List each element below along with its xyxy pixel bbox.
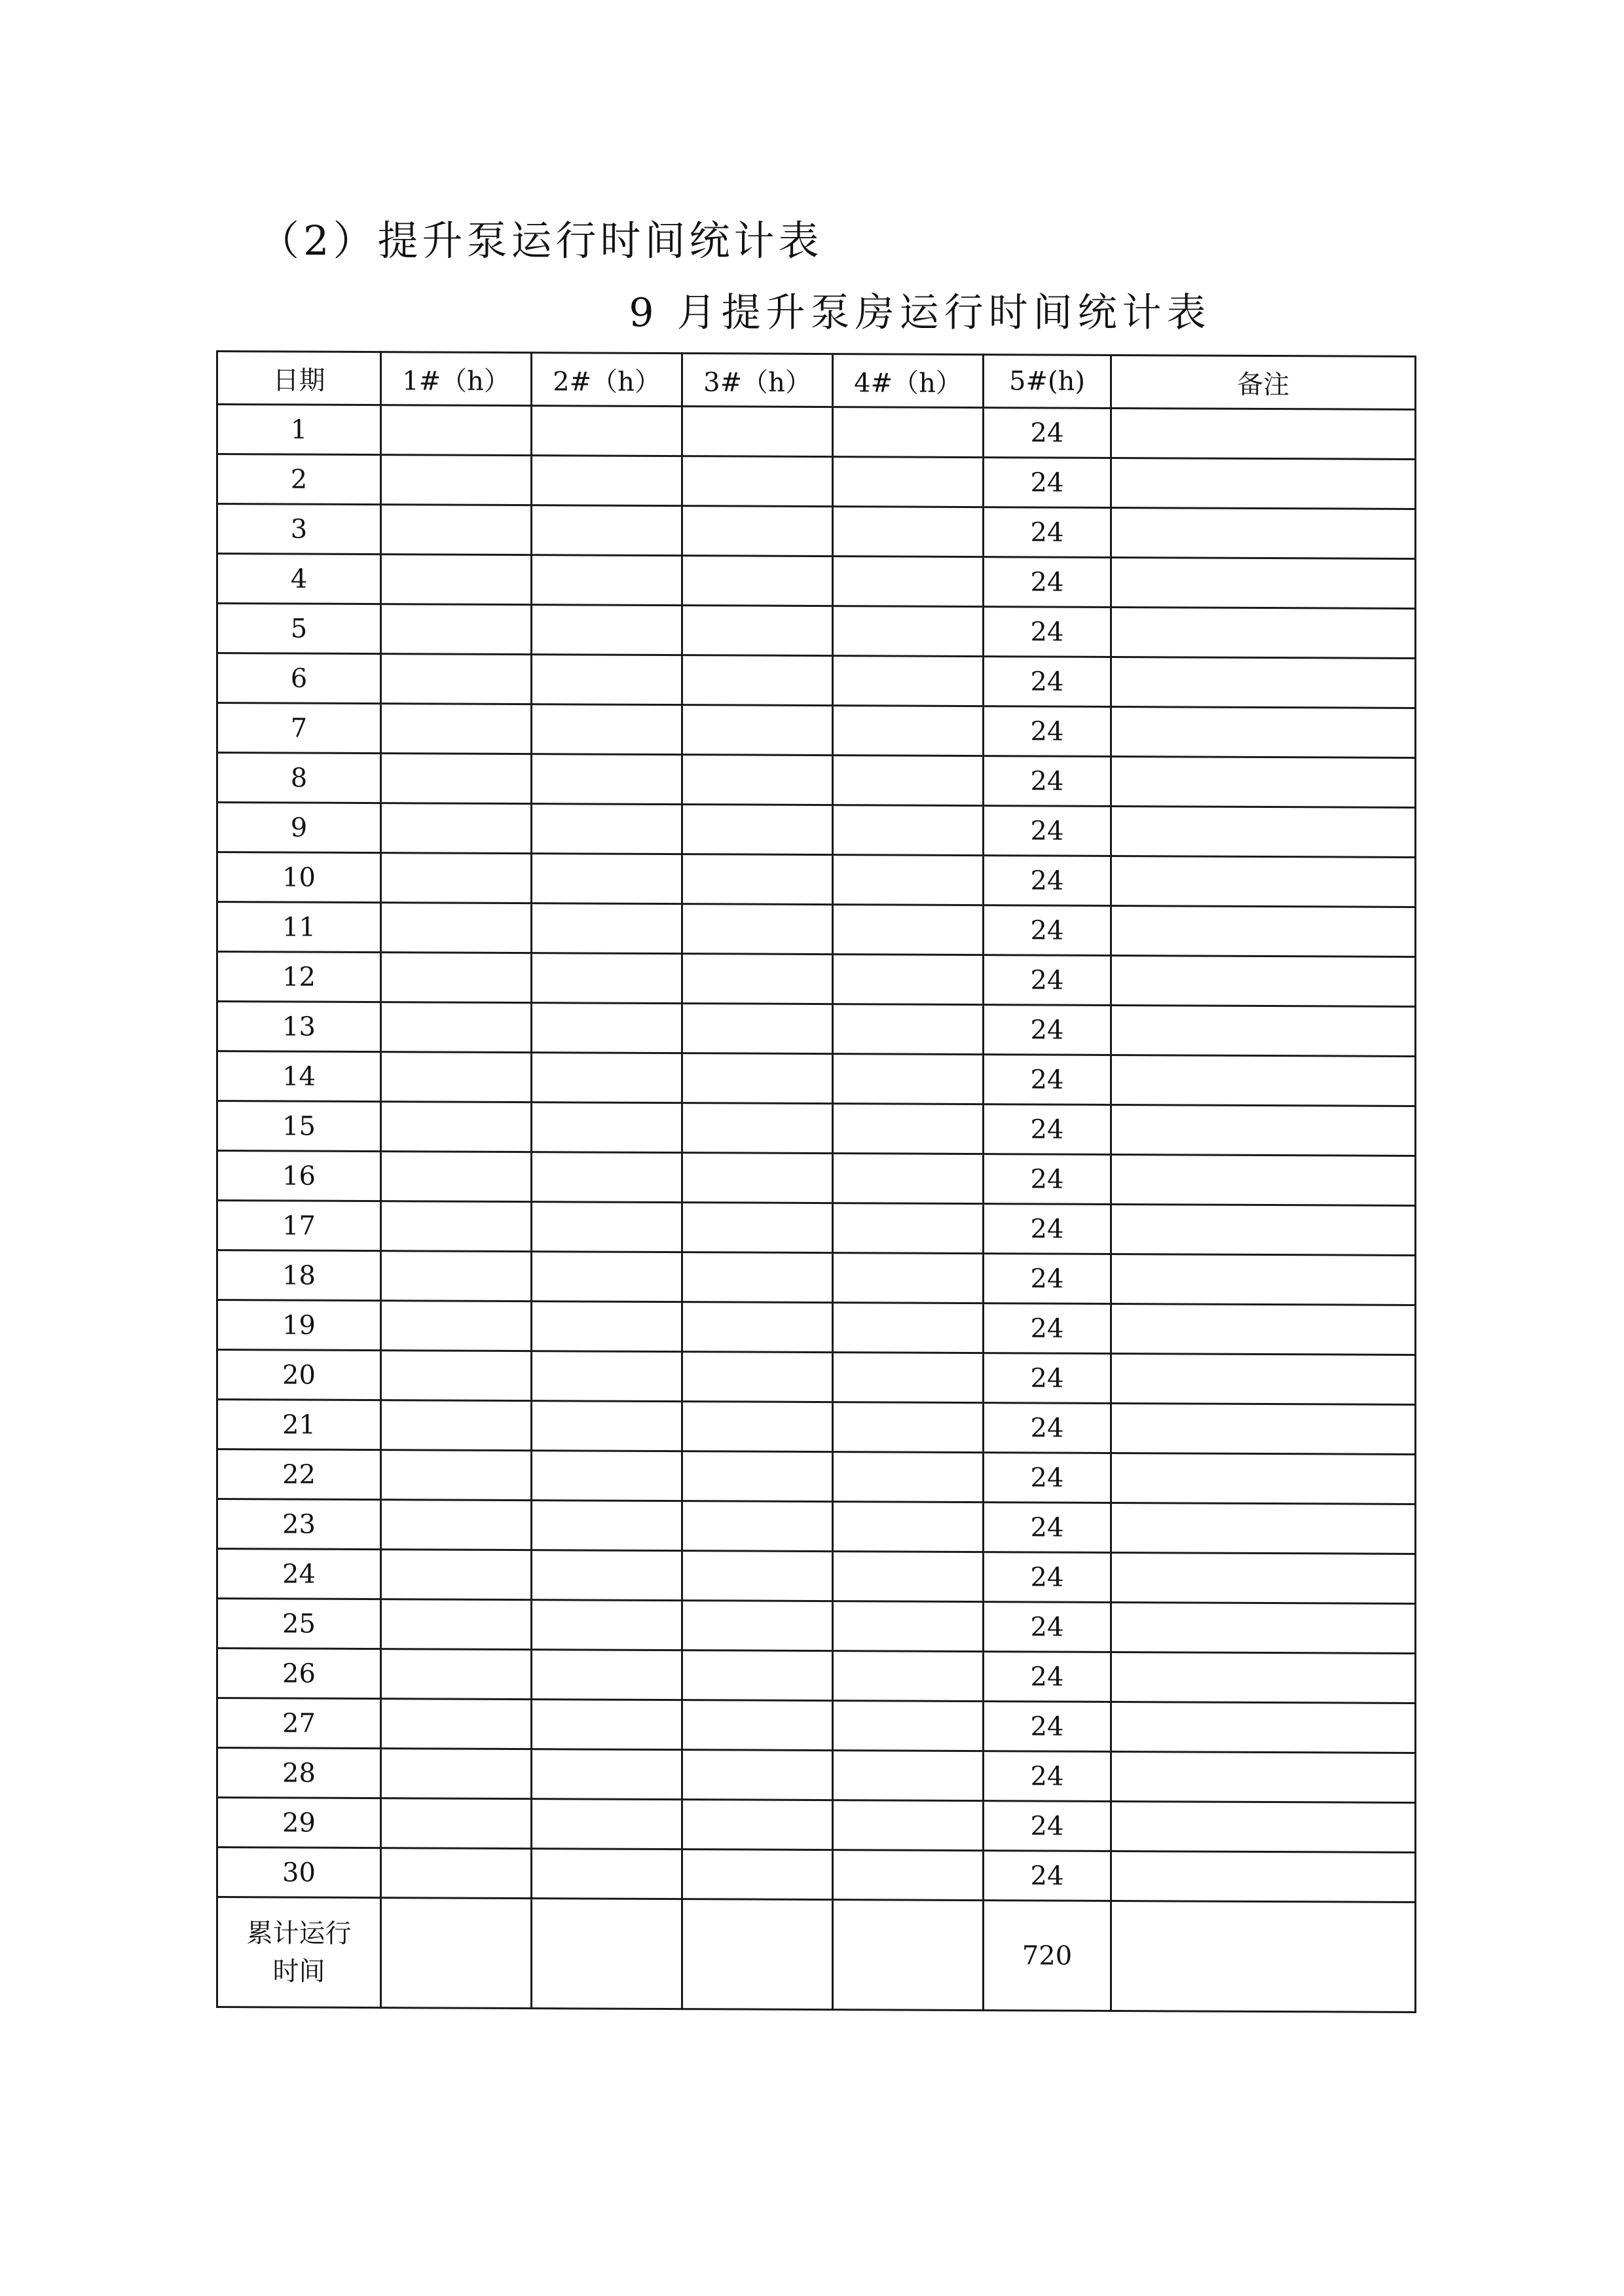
pump-4-cell (833, 955, 984, 1005)
remarks-cell (1111, 607, 1416, 658)
remarks-cell (1111, 1602, 1416, 1653)
table-row (217, 1101, 1416, 1156)
pump-4-cell (833, 457, 984, 507)
total-row (217, 1897, 1416, 2013)
pump-1-cell (381, 1699, 532, 1749)
pump-1-cell (381, 953, 532, 1003)
pump-5-cell: 24 (984, 1851, 1111, 1901)
pump-2-cell (532, 1501, 682, 1551)
remarks-cell (1111, 1503, 1416, 1554)
pump-3-cell (682, 1501, 833, 1552)
date-cell: 18 (217, 1250, 381, 1301)
date-cell: 25 (217, 1599, 381, 1649)
header-pump-1: 1#（h） (381, 352, 532, 406)
remarks-cell (1111, 1005, 1416, 1056)
pump-5-cell: 24 (984, 1801, 1111, 1851)
date-cell: 3 (217, 504, 381, 555)
table-row (217, 1599, 1416, 1654)
table-row (217, 753, 1416, 808)
table-row (217, 554, 1416, 609)
pump-4-cell (833, 1154, 984, 1204)
pump-5-cell: 24 (984, 1254, 1111, 1304)
date-cell: 23 (217, 1499, 381, 1550)
pump-2-cell (532, 1600, 682, 1650)
table-row (217, 405, 1416, 460)
pump-2-cell (532, 1799, 682, 1850)
pump-5-cell: 24 (984, 1303, 1111, 1354)
pump-4-cell (833, 1800, 984, 1851)
pump-2-cell (532, 953, 682, 1004)
pump-1-cell (381, 803, 532, 854)
pump-4-cell (833, 656, 984, 706)
pump-1-cell (381, 1599, 532, 1650)
pump-2-cell (532, 1849, 682, 1899)
pump-4-cell (833, 1303, 984, 1353)
header-pump-4: 4#（h） (833, 354, 984, 408)
pump-2-cell (532, 1202, 682, 1252)
date-cell: 20 (217, 1350, 381, 1400)
pump-3-cell (682, 1850, 833, 1900)
pump-4-cell (833, 1353, 984, 1403)
table-row (217, 653, 1416, 708)
pump-3-cell (682, 805, 833, 855)
date-cell: 27 (217, 1698, 381, 1749)
pump-5-cell: 24 (984, 856, 1111, 906)
pump-3-cell (682, 1004, 833, 1054)
pump-runtime-table (216, 350, 1416, 2013)
pump-5-cell: 24 (984, 458, 1111, 508)
date-cell: 30 (217, 1848, 381, 1898)
pump-2-cell (532, 1003, 682, 1053)
date-cell: 14 (217, 1051, 381, 1102)
pump-3-cell (682, 1800, 833, 1850)
remarks-cell (1111, 1851, 1416, 1902)
pump-3-cell (682, 655, 833, 706)
remarks-cell (1111, 1154, 1416, 1205)
date-cell: 21 (217, 1400, 381, 1450)
pump-5-cell: 24 (984, 806, 1111, 856)
remarks-cell (1111, 1303, 1416, 1355)
table-row (217, 1051, 1416, 1106)
pump-4-cell (833, 507, 984, 557)
pump-1-cell (381, 1351, 532, 1401)
pump-2-cell (532, 1152, 682, 1203)
pump-3-cell (682, 1402, 833, 1452)
pump-1-cell (381, 1102, 532, 1152)
remarks-cell (1111, 1751, 1416, 1802)
pump-2-cell (532, 456, 682, 506)
pump-3-cell (682, 1252, 833, 1303)
pump-5-cell: 24 (984, 1005, 1111, 1055)
total-label-line1: 累计运行 (246, 1918, 352, 1949)
pump-5-cell: 24 (984, 507, 1111, 558)
pump-2-cell (532, 754, 682, 805)
remarks-cell (1111, 408, 1416, 459)
header-pump-3: 3#（h） (682, 354, 833, 407)
pump-4-cell (833, 1701, 984, 1751)
table-header-row (217, 352, 1416, 410)
pump-3-total-cell (682, 1899, 833, 2010)
table-body (217, 405, 1416, 2013)
pump-2-cell (532, 406, 682, 456)
table-row (217, 504, 1416, 559)
remarks-cell (1111, 806, 1416, 857)
pump-5-cell: 24 (984, 1055, 1111, 1105)
pump-2-cell (532, 704, 682, 755)
pump-1-cell (381, 1301, 532, 1351)
date-cell: 10 (217, 852, 381, 903)
table-row (217, 1350, 1416, 1405)
pump-1-cell (381, 1450, 532, 1501)
pump-3-cell (682, 1302, 833, 1353)
remarks-cell (1111, 1702, 1416, 1753)
table-row (217, 902, 1416, 957)
pump-4-cell (833, 407, 984, 458)
remarks-cell (1111, 1403, 1416, 1454)
date-cell: 22 (217, 1449, 381, 1500)
pump-4-cell (833, 1054, 984, 1104)
pump-5-cell: 24 (984, 408, 1111, 458)
pump-3-cell (682, 456, 833, 507)
table-row (217, 852, 1416, 907)
pump-5-cell: 24 (984, 607, 1111, 657)
pump-3-cell (682, 1352, 833, 1402)
pump-3-cell (682, 407, 833, 457)
pump-5-cell: 24 (984, 756, 1111, 807)
pump-2-cell (532, 1749, 682, 1800)
pump-2-cell (532, 1053, 682, 1103)
table-row (217, 1002, 1416, 1057)
date-cell: 15 (217, 1101, 381, 1152)
remarks-cell (1111, 955, 1416, 1006)
table-row (217, 703, 1416, 758)
remarks-cell (1111, 1552, 1416, 1603)
pump-5-cell: 24 (984, 1751, 1111, 1802)
pump-3-cell (682, 755, 833, 805)
pump-3-cell (682, 1451, 833, 1502)
remarks-cell (1111, 856, 1416, 907)
pump-2-cell (532, 655, 682, 705)
pump-3-cell (682, 1750, 833, 1800)
header-pump-5: 5#(h) (984, 355, 1111, 409)
date-cell: 11 (217, 902, 381, 953)
pump-3-cell (682, 954, 833, 1004)
pump-2-cell (532, 1252, 682, 1302)
date-cell: 4 (217, 554, 381, 604)
pump-2-total-cell (532, 1899, 682, 2009)
pump-3-cell (682, 1650, 833, 1701)
remarks-cell (1111, 1652, 1416, 1703)
remarks-cell (1111, 1453, 1416, 1504)
pump-1-cell (381, 754, 532, 804)
pump-1-cell (381, 1251, 532, 1302)
date-cell: 13 (217, 1002, 381, 1052)
pump-1-cell (381, 704, 532, 754)
date-cell: 17 (217, 1201, 381, 1251)
pump-1-cell (381, 903, 532, 953)
pump-3-cell (682, 1601, 833, 1651)
remarks-cell (1111, 1801, 1416, 1852)
pump-4-cell (833, 1203, 984, 1254)
remarks-cell (1111, 756, 1416, 807)
pump-2-cell (532, 1351, 682, 1402)
pump-4-cell (833, 1552, 984, 1602)
remarks-cell (1111, 507, 1416, 558)
table-row (217, 1798, 1416, 1853)
table-row (217, 1449, 1416, 1504)
pump-4-cell (833, 805, 984, 856)
pump-3-cell (682, 904, 833, 955)
remarks-total-cell (1111, 1901, 1416, 2012)
pump-5-cell: 24 (984, 1204, 1111, 1254)
date-cell: 6 (217, 653, 381, 704)
pump-5-cell: 24 (984, 1403, 1111, 1453)
pump-4-cell (833, 1502, 984, 1552)
pump-3-cell (682, 854, 833, 905)
pump-5-cell: 24 (984, 905, 1111, 956)
remarks-cell (1111, 706, 1416, 757)
pump-4-cell (833, 1601, 984, 1652)
pump-1-total-cell (381, 1898, 532, 2009)
pump-3-cell (682, 1153, 833, 1203)
pump-1-cell (381, 1798, 532, 1849)
remarks-cell (1111, 458, 1416, 509)
pump-5-cell: 24 (984, 1154, 1111, 1205)
remarks-cell (1111, 1104, 1416, 1156)
table-row (217, 1649, 1416, 1704)
pump-5-cell: 24 (984, 955, 1111, 1006)
date-cell: 9 (217, 803, 381, 853)
pump-5-cell: 24 (984, 1353, 1111, 1404)
pump-2-cell (532, 605, 682, 655)
date-cell: 26 (217, 1649, 381, 1699)
pump-3-cell (682, 606, 833, 656)
table-row (217, 1549, 1416, 1604)
date-cell: 5 (217, 604, 381, 654)
pump-2-cell (532, 804, 682, 854)
table-row (217, 803, 1416, 858)
pump-1-cell (381, 853, 532, 903)
date-cell: 1 (217, 405, 381, 455)
table-row (217, 454, 1416, 509)
remarks-cell (1111, 1353, 1416, 1404)
pump-1-cell (381, 455, 532, 505)
pump-4-cell (833, 1751, 984, 1801)
section-heading: （2）提升泵运行时间统计表 (259, 217, 823, 264)
pump-3-cell (682, 1103, 833, 1154)
pump-4-cell (833, 606, 984, 657)
pump-1-cell (381, 1201, 532, 1252)
table-row (217, 1748, 1416, 1803)
header-date: 日期 (217, 352, 381, 405)
pump-5-cell: 24 (984, 1503, 1111, 1553)
pump-1-cell (381, 405, 532, 456)
table-title: 9 月提升泵房运行时间统计表 (629, 290, 1211, 336)
pump-1-cell (381, 555, 532, 605)
date-cell: 28 (217, 1748, 381, 1798)
pump-1-cell (381, 1002, 532, 1053)
pump-1-cell (381, 1052, 532, 1102)
remarks-cell (1111, 657, 1416, 708)
total-label-line2: 时间 (272, 1956, 325, 1987)
pump-4-cell (833, 1452, 984, 1503)
pump-5-cell: 24 (984, 1552, 1111, 1603)
remarks-cell (1111, 1254, 1416, 1305)
pump-4-cell (833, 1850, 984, 1901)
table-row (217, 604, 1416, 659)
pump-2-cell (532, 1302, 682, 1352)
date-cell: 8 (217, 753, 381, 803)
pump-2-cell (532, 1401, 682, 1451)
pump-2-cell (532, 505, 682, 556)
pump-4-cell (833, 556, 984, 607)
date-cell: 7 (217, 703, 381, 754)
pump-3-cell (682, 506, 833, 556)
total-label-cell (217, 1897, 381, 2008)
pump-4-cell (833, 756, 984, 806)
pump-1-cell (381, 1749, 532, 1799)
pump-4-cell (833, 855, 984, 905)
table-row (217, 1300, 1416, 1355)
remarks-cell (1111, 1055, 1416, 1106)
table-row (217, 1400, 1416, 1455)
date-cell: 24 (217, 1549, 381, 1599)
pump-1-cell (381, 1500, 532, 1550)
pump-4-cell (833, 1004, 984, 1055)
pump-4-cell (833, 1104, 984, 1154)
pump-3-cell (682, 1053, 833, 1104)
pump-1-cell (381, 604, 532, 655)
pump-2-cell (532, 555, 682, 606)
table-row (217, 1151, 1416, 1206)
pump-2-cell (532, 1700, 682, 1750)
pump-2-cell (532, 1650, 682, 1700)
pump-2-cell (532, 1102, 682, 1153)
pump-5-cell: 24 (984, 1702, 1111, 1752)
date-cell: 29 (217, 1798, 381, 1848)
pump-3-cell (682, 1700, 833, 1751)
pump-5-cell: 24 (984, 1104, 1111, 1155)
pump-2-cell (532, 1451, 682, 1501)
pump-3-cell (682, 705, 833, 756)
table-row (217, 1499, 1416, 1554)
table-row (217, 1250, 1416, 1305)
pump-4-cell (833, 1253, 984, 1303)
date-cell: 19 (217, 1300, 381, 1351)
remarks-cell (1111, 905, 1416, 957)
pump-1-cell (381, 505, 532, 555)
pump-2-cell (532, 903, 682, 954)
pump-1-cell (381, 1848, 532, 1899)
pump-2-cell (532, 1550, 682, 1601)
pump-3-cell (682, 1551, 833, 1601)
pump-5-cell: 24 (984, 557, 1111, 608)
table-row (217, 1698, 1416, 1753)
pump-4-cell (833, 1651, 984, 1702)
table-row (217, 952, 1416, 1007)
date-cell: 16 (217, 1151, 381, 1201)
pump-1-cell (381, 654, 532, 704)
remarks-cell (1111, 1204, 1416, 1255)
pump-5-cell: 24 (984, 1602, 1111, 1652)
pump-5-cell: 24 (984, 1652, 1111, 1702)
pump-5-cell: 24 (984, 1453, 1111, 1503)
table-row (217, 1201, 1416, 1256)
pump-4-cell (833, 1402, 984, 1453)
pump-4-total-cell (833, 1900, 984, 2011)
pump-5-total-cell: 720 (984, 1901, 1111, 2011)
pump-2-cell (532, 854, 682, 904)
pump-5-cell: 24 (984, 706, 1111, 757)
header-pump-2: 2#（h） (532, 353, 682, 407)
date-cell: 12 (217, 952, 381, 1002)
pump-1-cell (381, 1152, 532, 1202)
pump-1-cell (381, 1400, 532, 1451)
date-cell: 2 (217, 454, 381, 505)
table-row (217, 1848, 1416, 1903)
pump-1-cell (381, 1649, 532, 1700)
pump-3-cell (682, 556, 833, 606)
pump-5-cell: 24 (984, 657, 1111, 707)
pump-4-cell (833, 905, 984, 955)
pump-4-cell (833, 706, 984, 756)
remarks-cell (1111, 557, 1416, 608)
header-remarks: 备注 (1111, 355, 1416, 409)
pump-3-cell (682, 1203, 833, 1253)
pump-1-cell (381, 1550, 532, 1600)
